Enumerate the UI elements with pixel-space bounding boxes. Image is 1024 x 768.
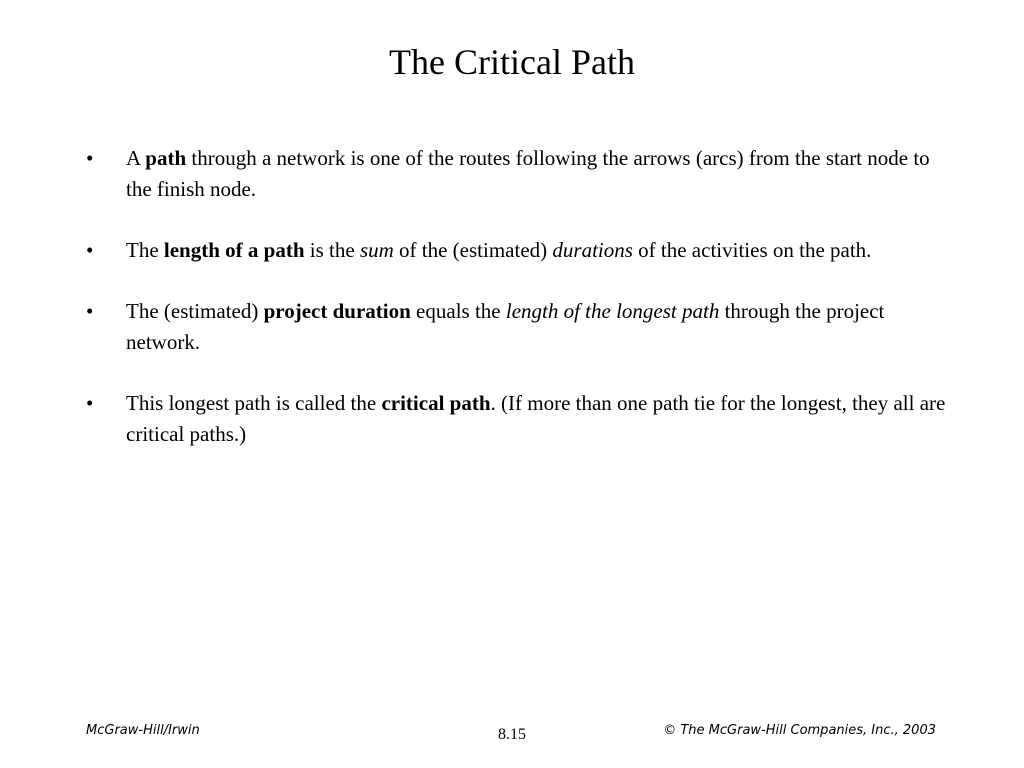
bullet-list bbox=[84, 143, 954, 480]
bullet-text-segment: . (If more than one path tie for the longest, they all are critical paths.) bbox=[126, 391, 946, 446]
bullet-text-segment: length of the longest path bbox=[505, 299, 720, 323]
bullet-marker: • bbox=[86, 146, 94, 170]
bullet-text-segment: project duration bbox=[263, 299, 411, 323]
bullet-marker: • bbox=[86, 238, 94, 262]
bullet-item bbox=[84, 143, 954, 205]
bullet-text-segment: The bbox=[126, 238, 164, 262]
bullet-text-segment: durations bbox=[552, 238, 633, 262]
slide-title: The Critical Path bbox=[389, 42, 635, 82]
bullet-marker: • bbox=[86, 299, 94, 323]
footer-copyright: © The McGraw-Hill Companies, Inc., 2003 bbox=[663, 723, 936, 738]
footer-publisher: McGraw-Hill/Irwin bbox=[86, 723, 200, 738]
bullet-text-segment: length of a path bbox=[163, 238, 305, 262]
bullet-marker: • bbox=[86, 391, 94, 415]
bullet-text-segment: is the bbox=[304, 238, 360, 262]
bullet-text-segment: through the project network. bbox=[126, 299, 885, 354]
bullet-text-segment: critical path bbox=[381, 391, 491, 415]
bullet-text-segment: equals the bbox=[410, 299, 506, 323]
bullet-text-segment: This longest path is called the bbox=[126, 391, 382, 415]
bullet-text-segment: path bbox=[145, 146, 187, 170]
bullet-text-segment: through a network is one of the routes following the arrows (arcs) from the start node to the finish node. bbox=[126, 146, 930, 201]
bullet-text-segment: of the activities on the path. bbox=[632, 238, 872, 262]
bullet-text-segment: A bbox=[126, 146, 146, 170]
slide-number: 8.15 bbox=[498, 726, 526, 743]
bullet-text-segment: The (estimated) bbox=[126, 299, 264, 323]
bullet-text-segment: of the (estimated) bbox=[393, 238, 553, 262]
bullet-text-segment: sum bbox=[359, 238, 394, 262]
bullet-item bbox=[84, 388, 954, 450]
bullet-item bbox=[84, 296, 954, 358]
bullet-item bbox=[84, 235, 954, 266]
